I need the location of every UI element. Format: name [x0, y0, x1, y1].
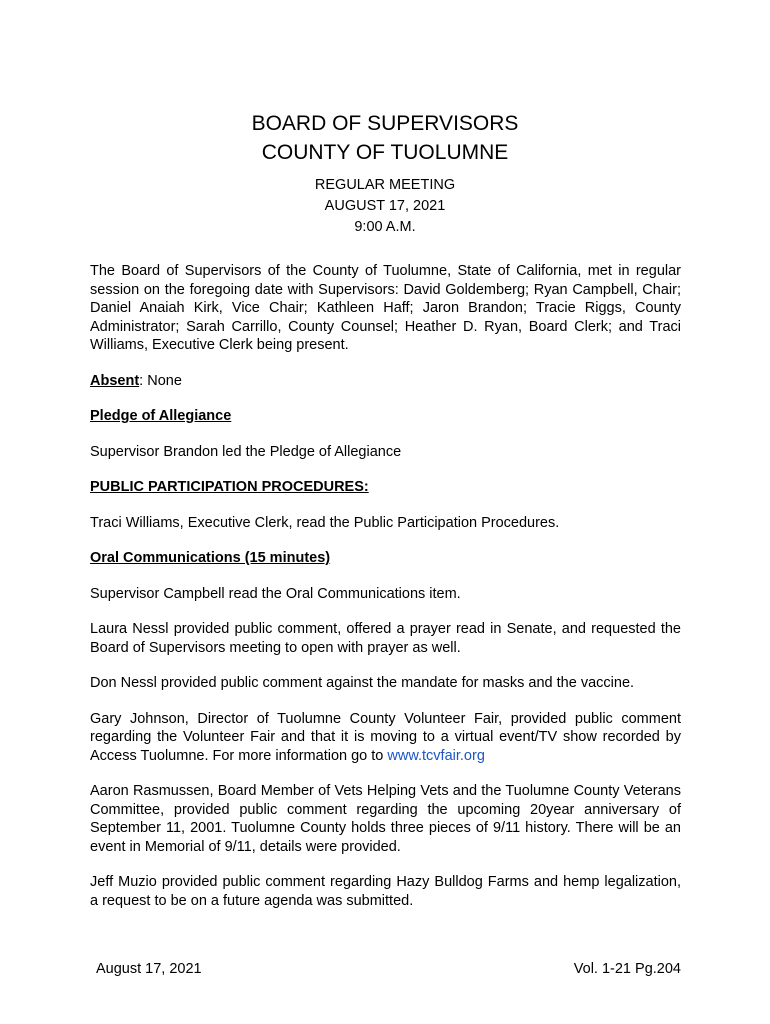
meeting-date: AUGUST 17, 2021 — [324, 198, 446, 214]
pledge-text: Supervisor Brandon led the Pledge of Allegiance — [90, 443, 402, 460]
minutes-body — [90, 262, 681, 927]
comment-don-nessl: Don Nessl provided public comment against the mandate for masks and the vaccine. — [90, 675, 635, 691]
county-title: COUNTY OF TUOLUMNE — [261, 141, 509, 164]
absent-value: None — [147, 372, 182, 389]
oral-communications-intro: Supervisor Campbell read the Oral Communications item. — [90, 585, 461, 602]
comment-gary-johnson — [90, 710, 681, 766]
absent-line — [90, 372, 681, 391]
public-participation-text: Traci Williams, Executive Clerk, read the Public Participation Procedures. — [90, 514, 560, 531]
document-header — [0, 109, 770, 238]
oral-communications-heading: Oral Communications (15 minutes) — [90, 550, 331, 566]
comment-laura-nessl: Laura Nessl provided public comment, offered a prayer read in Senate, and requested the Board of Supervisors meeting to open with prayer as well. — [90, 621, 681, 656]
board-title: BOARD OF SUPERVISORS — [251, 112, 519, 135]
public-participation-heading: PUBLIC PARTICIPATION PROCEDURES: — [90, 479, 369, 495]
meeting-type: REGULAR MEETING — [314, 177, 456, 193]
footer-page-reference: Vol. 1-21 Pg.204 — [573, 961, 681, 977]
pledge-heading: Pledge of Allegiance — [90, 408, 232, 424]
absent-separator: : — [139, 372, 148, 389]
comment-jeff-muzio: Jeff Muzio provided public comment regarding Hazy Bulldog Farms and hemp legalization, a request to be on a future agenda was submitted. — [90, 874, 681, 909]
comment-gary-johnson-text: Gary Johnson, Director of Tuolumne County Volunteer Fair, provided public comment regarding the Volunteer Fair and that it is moving to a virtual event/TV show recorded by Access Tuolumne. For more information go to — [90, 710, 681, 764]
intro-paragraph: The Board of Supervisors of the County of Tuolumne, State of California, met in regular session on the foregoing date with Supervisors: David Goldemberg; Ryan Campbell, Chair; Daniel Anaiah Kirk, Vice Chair; Kathleen Haff; Jaron Brandon; Tracie Riggs, County Administrator; Sarah Carrillo, County Counsel; Heather D. Ryan, Board Clerk; and Traci Williams, Executive Clerk being present. — [90, 263, 681, 353]
absent-label: Absent — [90, 372, 140, 389]
meeting-time: 9:00 A.M. — [354, 219, 416, 235]
tcvfair-link[interactable]: www.tcvfair.org — [387, 747, 485, 764]
comment-aaron-rasmussen: Aaron Rasmussen, Board Member of Vets Helping Vets and the Tuolumne County Veterans Committee, provided public comment regarding the upcoming 20year anniversary of September 11, 2001. Tuolumne County holds three pieces of 9/11 history. There will be an event in Memorial of 9/11, details were provided. — [90, 783, 681, 855]
footer-date: August 17, 2021 — [96, 961, 202, 977]
